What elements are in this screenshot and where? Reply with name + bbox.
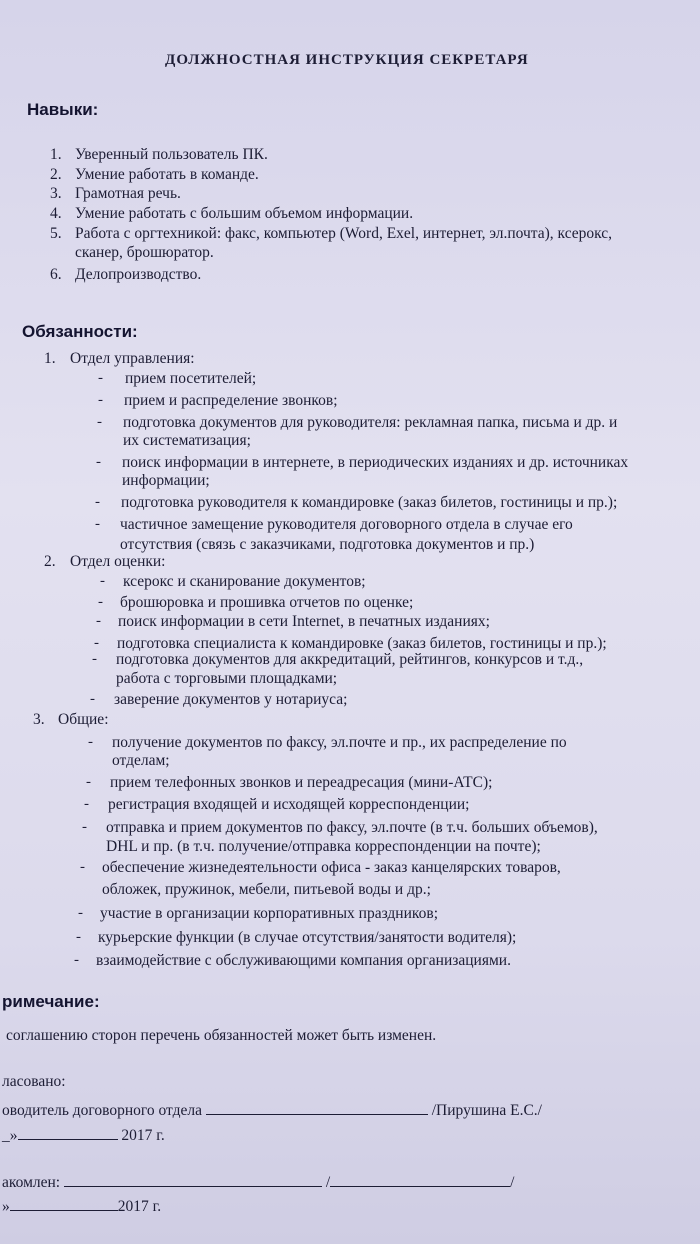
duty-item-text: взаимодействие с обслуживающими компания организациями. — [96, 952, 511, 969]
skill-item-text: Грамотная речь. — [75, 185, 181, 202]
acknowledged-line — [2, 1172, 514, 1192]
note-heading: римечание: — [2, 992, 100, 1011]
duty-item-text: участие в организации корпоративных праздников; — [100, 905, 439, 922]
duty-bullet-dash: - — [78, 905, 83, 921]
duty-item-text: курьерские функции (в случае отсутствия/занятости водителя); — [98, 929, 517, 946]
duty-bullet-dash: - — [95, 516, 100, 532]
skills-heading: Навыки: — [27, 100, 99, 119]
approval-label: ласовано: — [2, 1073, 66, 1090]
document-title: ДОЛЖНОСТНАЯ ИНСТРУКЦИЯ СЕКРЕТАРЯ — [165, 52, 529, 68]
skill-item-text: Умение работать в команде. — [75, 166, 259, 183]
duty-bullet-dash: - — [90, 691, 95, 707]
duty-section-number: 1. — [44, 350, 56, 367]
note-text: соглашению сторон перечень обязанностей может быть изменен. — [6, 1027, 437, 1044]
duty-bullet-dash: - — [92, 651, 97, 667]
duty-item-text: информации; — [122, 472, 210, 489]
duty-bullet-dash: - — [94, 635, 99, 651]
duty-item-text: отправка и прием документов по факсу, эл.почте (в т.ч. больших объемов), — [106, 819, 598, 836]
duty-item-text: частичное замещение руководителя договорного отдела в случае его — [120, 516, 573, 533]
duty-item-text: регистрация входящей и исходящей корреспонденции; — [108, 796, 470, 813]
duty-item-text: поиск информации в интернете, в периодических изданиях и др. источниках — [122, 454, 629, 471]
acknowledged-date-prefix: » — [2, 1198, 10, 1215]
duty-item-text: заверение документов у нотариуса; — [114, 691, 348, 708]
duties-heading: Обязанности: — [22, 322, 138, 341]
acknowledged-label: акомлен: — [2, 1174, 61, 1191]
duty-bullet-dash: - — [82, 819, 87, 835]
skill-number: 4. — [50, 205, 62, 222]
duty-item-text: подготовка документов для руководителя: рекламная папка, письма и др. и — [123, 414, 618, 431]
acknowledged-signature-blank — [64, 1172, 322, 1187]
duty-item-text: подготовка специалиста к командировке (заказ билетов, гостиницы и пр.); — [117, 635, 607, 652]
acknowledged-date-year: 2017 г. — [117, 1198, 162, 1215]
duty-item-text: подготовка руководителя к командировке (заказ билетов, гостиницы и пр.); — [121, 494, 618, 511]
skill-item-text: Уверенный пользователь ПК. — [75, 146, 268, 163]
duty-item-text: прием посетителей; — [125, 370, 257, 387]
duty-bullet-dash: - — [96, 613, 101, 629]
duty-bullet-dash: - — [84, 796, 89, 812]
approval-signature-blank — [206, 1100, 428, 1115]
duty-item-text: отсутствия (связь с заказчиками, подготовка документов и пр.) — [120, 536, 535, 553]
duty-item-text: брошюровка и прошивка отчетов по оценке; — [120, 594, 414, 611]
acknowledged-slash-1: / — [325, 1174, 331, 1191]
duty-item-text: подготовка документов для аккредитаций, рейтингов, конкурсов и т.д., — [116, 651, 584, 668]
duty-item-text: их систематизация; — [123, 432, 251, 449]
skill-number: 1. — [50, 146, 62, 163]
duty-bullet-dash: - — [97, 414, 102, 430]
skill-number: 2. — [50, 166, 62, 183]
duty-section-title: Отдел управления: — [70, 350, 195, 367]
approval-date-blank — [18, 1125, 118, 1140]
acknowledged-date-blank — [10, 1196, 118, 1211]
duty-bullet-dash: - — [76, 929, 81, 945]
approval-date-year: 2017 г. — [121, 1127, 165, 1144]
duty-item-text: получение документов по факсу, эл.почте и пр., их распределение по — [112, 734, 567, 751]
duty-bullet-dash: - — [100, 573, 105, 589]
duty-section-number: 3. — [33, 711, 45, 728]
skill-item-text: Делопроизводство. — [75, 266, 202, 283]
duty-bullet-dash: - — [86, 774, 91, 790]
duty-section-number: 2. — [44, 553, 56, 570]
duty-bullet-dash: - — [74, 952, 79, 968]
skill-number: 3. — [50, 185, 62, 202]
duty-item-text: ксерокс и сканирование документов; — [123, 573, 366, 590]
duty-item-text: обложек, пружинок, мебели, питьевой воды и др.; — [102, 881, 431, 898]
skill-number: 6. — [50, 266, 62, 283]
skill-item-text: сканер, брошюратор. — [75, 244, 214, 261]
approval-position: оводитель договорного отдела — [2, 1102, 202, 1119]
skill-item-text: Работа с оргтехникой: факс, компьютер (Word, Exel, интернет, эл.почта), ксерокс, — [75, 225, 613, 242]
duty-bullet-dash: - — [88, 734, 93, 750]
acknowledged-name-blank — [330, 1172, 510, 1187]
duty-bullet-dash: - — [98, 392, 103, 408]
skill-number: 5. — [50, 225, 62, 242]
duty-item-text: обеспечение жизнедеятельности офиса - заказ канцелярских товаров, — [102, 859, 561, 876]
skill-item-text: Умение работать с большим объемом информации. — [75, 205, 414, 222]
duty-item-text: DHL и пр. (в т.ч. получение/отправка корреспонденции на почте); — [106, 838, 541, 855]
duty-bullet-dash: - — [95, 494, 100, 510]
duty-item-text: отделам; — [112, 752, 170, 769]
duty-item-text: поиск информации в сети Internet, в печатных изданиях; — [118, 613, 490, 630]
acknowledged-date — [2, 1196, 161, 1216]
duty-bullet-dash: - — [96, 454, 101, 470]
approval-name: /Пирушина Е.С./ — [431, 1102, 542, 1119]
approval-date — [2, 1125, 165, 1145]
duty-section-title: Отдел оценки: — [70, 553, 166, 570]
approval-date-prefix: _» — [2, 1127, 18, 1144]
duty-bullet-dash: - — [80, 859, 85, 875]
duty-item-text: прием и распределение звонков; — [124, 392, 338, 409]
duty-section-title: Общие: — [58, 711, 109, 728]
approval-signature-line — [2, 1100, 542, 1120]
duty-item-text: работа с торговыми площадками; — [116, 670, 338, 687]
duty-bullet-dash: - — [98, 594, 103, 610]
acknowledged-slash-2: / — [510, 1174, 515, 1191]
duty-bullet-dash: - — [98, 370, 103, 386]
duty-item-text: прием телефонных звонков и переадресация (мини-АТС); — [110, 774, 493, 791]
